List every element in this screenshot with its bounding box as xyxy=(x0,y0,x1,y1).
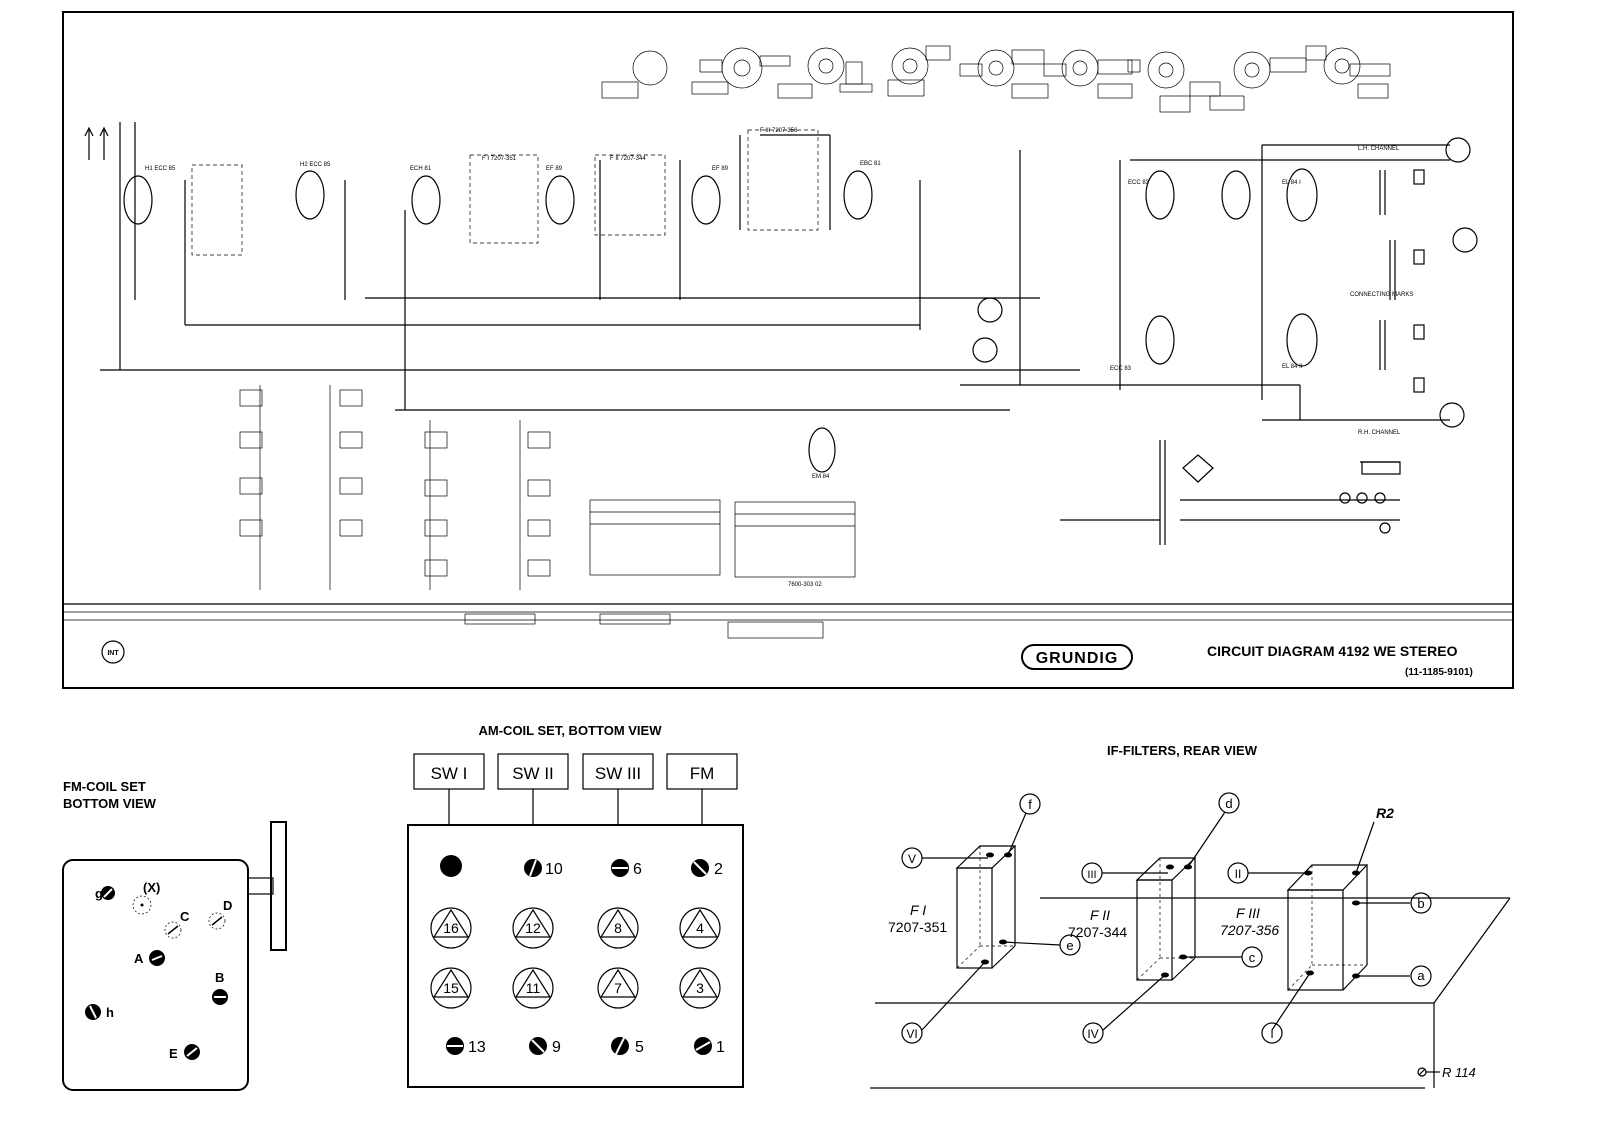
am-pin-label: 1 xyxy=(716,1039,725,1056)
tube-socket-row xyxy=(602,46,1390,112)
tube-label: EL 84 II xyxy=(1282,364,1303,370)
am-pin-label: 3 xyxy=(696,980,704,996)
filter-code-f1: 7207-351 xyxy=(888,919,948,935)
letter-label: e xyxy=(1066,938,1074,953)
schematic-busses xyxy=(100,135,1450,420)
roman-label: II xyxy=(1234,867,1242,881)
coil-switch-matrix xyxy=(240,385,550,590)
fm-label-x: (X) xyxy=(143,880,161,895)
tube-label: ECC 83 xyxy=(1128,180,1150,186)
filter-name-f1: F I xyxy=(910,902,927,918)
fm-coil-heading-line1: FM-COIL SET xyxy=(63,779,146,794)
antenna-inputs xyxy=(85,122,135,370)
roman-label: III xyxy=(1087,869,1097,881)
tube-label: EBC 81 xyxy=(860,161,881,167)
output-transformers xyxy=(1160,170,1395,545)
am-coil-heading: AM-COIL SET, BOTTOM VIEW xyxy=(478,723,662,738)
int-logo-text: INT xyxy=(107,650,119,657)
am-pin-label: 2 xyxy=(714,861,723,878)
drawing-reference: 7600-303 02 xyxy=(788,582,822,588)
if-filter-label: F III 7207-356 xyxy=(760,128,798,134)
roman-label: VI xyxy=(906,1027,918,1041)
if-filters xyxy=(870,743,1510,1088)
fm-label-a: A xyxy=(134,951,144,966)
filter-code-f3: 7207-356 xyxy=(1220,922,1280,938)
roman-label: V xyxy=(907,852,917,866)
letter-label: d xyxy=(1225,796,1233,811)
shield-outlines xyxy=(192,130,818,255)
am-coil-set xyxy=(408,723,743,1087)
am-pin-label: 15 xyxy=(443,980,459,996)
tube-label: H2 ECC 85 xyxy=(300,162,331,168)
roman-label: I xyxy=(1270,1027,1274,1041)
filter-name-f3: F III xyxy=(1236,905,1260,921)
am-tab-sw3: SW III xyxy=(594,764,642,783)
tube-label: EF 89 xyxy=(712,166,729,172)
tube-label: H1 ECC 85 xyxy=(145,166,176,172)
filter-name-f2: F II xyxy=(1090,907,1110,923)
am-pin-label: 16 xyxy=(443,920,459,936)
am-pin-label: 12 xyxy=(525,920,541,936)
tube-envelopes xyxy=(124,169,1317,472)
channel-label-right: R.H. CHANNEL xyxy=(1358,430,1401,436)
fm-label-d: D xyxy=(223,898,233,913)
fm-coil-set xyxy=(63,779,286,1090)
letter-label: a xyxy=(1417,968,1425,983)
am-pin-label: 7 xyxy=(614,980,622,996)
letter-label: b xyxy=(1417,896,1425,911)
am-tab-fm: FM xyxy=(689,764,715,783)
fm-label-h: h xyxy=(106,1005,114,1020)
if-filter-label: F I 7207-351 xyxy=(482,156,517,162)
filter-code-f2: 7207-344 xyxy=(1068,924,1128,940)
switch-tables xyxy=(590,500,855,577)
tube-label: ECH 81 xyxy=(410,166,432,172)
tube-label: EF 89 xyxy=(546,166,563,172)
schematic-labels xyxy=(145,128,1413,588)
fm-label-b: B xyxy=(215,970,225,985)
am-tab-sw2: SW II xyxy=(512,764,554,783)
am-pin-label: 13 xyxy=(468,1039,486,1056)
fm-label-e: E xyxy=(169,1046,178,1061)
fm-label-g: g xyxy=(95,886,103,901)
diagram-part-number: (11-1185-9101) xyxy=(1405,667,1473,678)
letter-label: c xyxy=(1248,950,1256,965)
am-pin-label: 11 xyxy=(525,980,541,996)
tube-label: EM 84 xyxy=(812,474,830,480)
am-tab-sw1: SW I xyxy=(430,764,468,783)
tube-label: EL 84 I xyxy=(1282,180,1301,186)
connecting-marks-label: CONNECTING MARKS xyxy=(1350,292,1414,298)
r114-label: R 114 xyxy=(1442,1065,1476,1080)
am-pin-label: 5 xyxy=(635,1039,644,1056)
am-pin-label: 4 xyxy=(696,920,704,936)
title-block xyxy=(102,641,1473,678)
roman-label: IV xyxy=(1087,1027,1099,1041)
am-pin-label: 8 xyxy=(614,920,622,936)
if-filter-label: F II 7207-344 xyxy=(610,156,646,162)
if-filters-heading: IF-FILTERS, REAR VIEW xyxy=(1107,743,1257,758)
fm-label-c: C xyxy=(180,909,190,924)
bottom-reference-strip xyxy=(465,614,823,638)
am-pin-label: 9 xyxy=(552,1039,561,1056)
am-pin-label: 6 xyxy=(633,861,642,878)
am-pin-blank xyxy=(440,855,462,877)
fm-coil-heading-line2: BOTTOM VIEW xyxy=(63,796,156,811)
channel-label-left: L.H. CHANNEL xyxy=(1358,146,1400,152)
diagram-title: CIRCUIT DIAGRAM 4192 WE STEREO xyxy=(1207,643,1458,659)
power-supply xyxy=(1060,455,1400,533)
r2-label: R2 xyxy=(1376,805,1394,821)
am-pin-label: 10 xyxy=(545,861,563,878)
letter-label: f xyxy=(1028,797,1032,812)
tube-label: ECC 83 xyxy=(1110,366,1132,372)
brand-logo: GRUNDIG xyxy=(1035,650,1119,667)
